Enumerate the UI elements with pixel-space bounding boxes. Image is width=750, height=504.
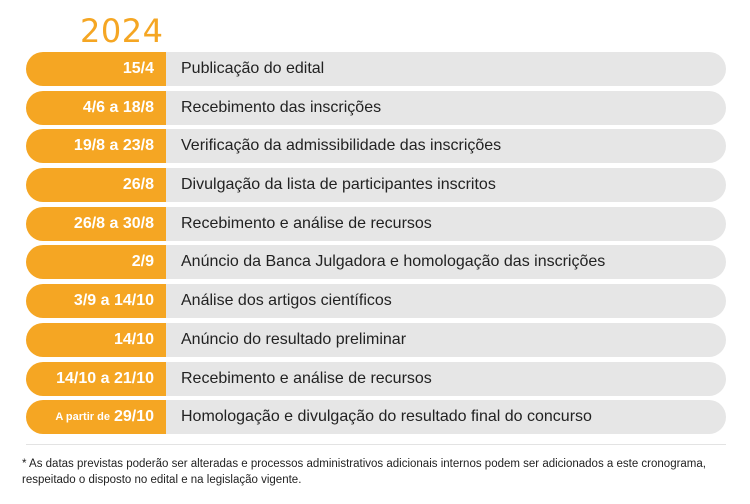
schedule-event: Anúncio do resultado preliminar: [166, 323, 726, 357]
schedule-date: [26, 207, 166, 241]
date-value: 14/10: [113, 330, 154, 348]
date-value: 29/10: [113, 408, 154, 426]
date-value: 14/10 a 21/10: [56, 369, 154, 387]
date-value: 26/8: [122, 176, 154, 194]
schedule-row: [26, 400, 726, 434]
schedule-date: [26, 284, 166, 318]
schedule-date: [26, 52, 166, 86]
schedule-event: Recebimento e análise de recursos: [166, 207, 726, 241]
schedule-row: [26, 284, 726, 318]
schedule-event: Recebimento e análise de recursos: [166, 362, 726, 396]
schedule-event: Publicação do edital: [166, 52, 726, 86]
schedule-date: [26, 168, 166, 202]
schedule-row: [26, 129, 726, 163]
schedule-event: Homologação e divulgação do resultado final do concurso: [166, 400, 726, 434]
schedule-date: [26, 362, 166, 396]
date-prefix: A partir de: [55, 411, 110, 424]
schedule-date: [26, 400, 166, 434]
date-value: 4/6 a 18/8: [82, 98, 154, 116]
footnote: * As datas previstas poderão ser alteradas e processos administrativos adicionais internos podem ser adicionados a este cronograma, respeitado o disposto no edital e na legislação vigente.: [22, 458, 706, 486]
schedule-row: [26, 323, 726, 357]
schedule-date: [26, 323, 166, 357]
schedule-event: Recebimento das inscrições: [166, 91, 726, 125]
date-value: 2/9: [131, 253, 154, 271]
schedule-row: [26, 91, 726, 125]
date-value: 15/4: [122, 60, 154, 77]
date-value: 19/8 a 23/8: [73, 137, 154, 155]
schedule-row: [26, 362, 726, 396]
schedule-date: [26, 245, 166, 279]
date-value: 3/9 a 14/10: [73, 292, 154, 310]
schedule-row: [26, 207, 726, 241]
schedule-event: Divulgação da lista de participantes inscritos: [166, 168, 726, 202]
schedule-event: Verificação da admissibilidade das inscrições: [166, 129, 726, 163]
footnote-divider: [26, 444, 726, 445]
year-heading: 2024: [80, 12, 164, 50]
schedule-date: [26, 129, 166, 163]
schedule-event: Análise dos artigos científicos: [166, 284, 726, 318]
schedule-row: [26, 52, 726, 86]
schedule-date: [26, 91, 166, 125]
schedule-row: [26, 245, 726, 279]
date-value: 26/8 a 30/8: [73, 214, 154, 232]
schedule-row: [26, 168, 726, 202]
schedule-event: Anúncio da Banca Julgadora e homologação das inscrições: [166, 245, 726, 279]
schedule-list: [26, 52, 726, 439]
